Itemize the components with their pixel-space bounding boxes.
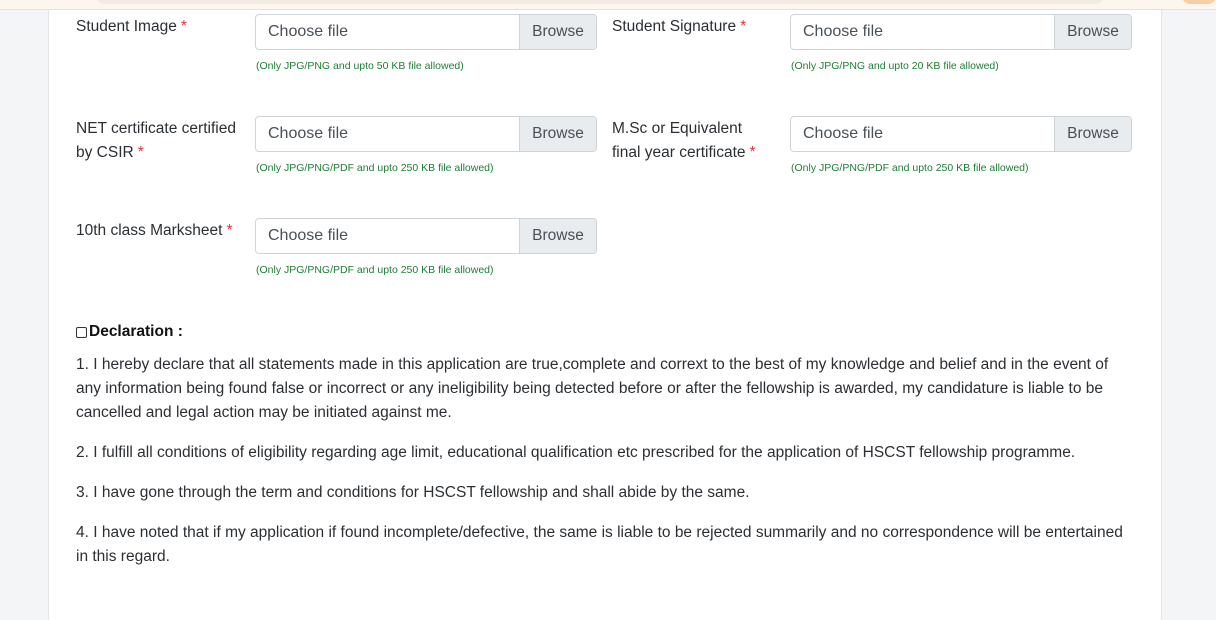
student-image-label-text: Student Image xyxy=(76,18,177,35)
top-corner-accent xyxy=(1182,0,1216,4)
declaration-point-3: 3. I have gone through the term and conditions for HSCST fellowship and shall abide by the same. xyxy=(76,484,750,501)
browse-button[interactable]: Browse xyxy=(519,117,596,151)
required-mark: * xyxy=(740,18,747,35)
msc-certificate-label-line2: final year certificate xyxy=(612,144,746,161)
net-certificate-file-input[interactable] xyxy=(255,116,597,152)
msc-certificate-file-input[interactable] xyxy=(790,116,1132,152)
declaration-point-1: 1. I hereby declare that all statements made in this application are true,complete and corrext to the best of my knowledge and belief and in the event of any information being found false or incorrect or any ineligibility being detected before or after the fellowship is awarded, my candidature is liable to be cancelled and legal action may be initiated against me. xyxy=(76,356,1109,421)
class10-marksheet-label xyxy=(76,219,233,243)
file-placeholder: Choose file xyxy=(803,23,884,40)
student-signature-file-input[interactable] xyxy=(790,14,1132,50)
browse-button[interactable]: Browse xyxy=(519,219,596,253)
declaration-point-2: 2. I fulfill all conditions of eligibility regarding age limit, educational qualification etc prescribed for the application of HSCST fellowship programme. xyxy=(76,444,1076,461)
required-mark: * xyxy=(749,144,756,161)
student-signature-label xyxy=(612,15,746,39)
browser-top-strip xyxy=(0,0,1216,10)
declaration-point-4: 4. I have noted that if my application if found incomplete/defective, the same is liable to be rejected summarily and no correspondence will be entertained in this regard. xyxy=(76,524,1123,565)
declaration-header xyxy=(76,322,183,342)
required-mark: * xyxy=(180,18,187,35)
msc-certificate-label xyxy=(612,117,756,165)
msc-certificate-label-line1: M.Sc or Equivalent xyxy=(612,120,743,137)
class10-marksheet-hint: (Only JPG/PNG/PDF and upto 250 KB file allowed) xyxy=(256,264,494,276)
file-placeholder: Choose file xyxy=(268,125,349,142)
student-image-file-input[interactable] xyxy=(255,14,597,50)
declaration-title: Declaration : xyxy=(89,323,183,340)
student-image-hint: (Only JPG/PNG and upto 50 KB file allowed) xyxy=(256,60,464,72)
student-signature-label-text: Student Signature xyxy=(612,18,737,35)
net-certificate-label-line2: by CSIR xyxy=(76,144,134,161)
file-placeholder: Choose file xyxy=(268,23,349,40)
class10-marksheet-file-input[interactable] xyxy=(255,218,597,254)
net-certificate-hint: (Only JPG/PNG/PDF and upto 250 KB file allowed) xyxy=(256,162,494,174)
top-bar-segment xyxy=(95,0,1105,4)
declaration-checkbox[interactable] xyxy=(76,327,87,338)
required-mark: * xyxy=(137,144,144,161)
required-mark: * xyxy=(226,222,233,239)
file-placeholder: Choose file xyxy=(268,227,349,244)
browse-button[interactable]: Browse xyxy=(1054,15,1131,49)
msc-certificate-hint: (Only JPG/PNG/PDF and upto 250 KB file allowed) xyxy=(791,162,1029,174)
file-placeholder: Choose file xyxy=(803,125,884,142)
class10-marksheet-label-text: 10th class Marksheet xyxy=(76,222,223,239)
net-certificate-label-line1: NET certificate certified xyxy=(76,120,236,137)
browse-button[interactable]: Browse xyxy=(519,15,596,49)
net-certificate-label xyxy=(76,117,236,165)
student-signature-hint: (Only JPG/PNG and upto 20 KB file allowed) xyxy=(791,60,999,72)
student-image-label xyxy=(76,15,187,39)
browse-button[interactable]: Browse xyxy=(1054,117,1131,151)
